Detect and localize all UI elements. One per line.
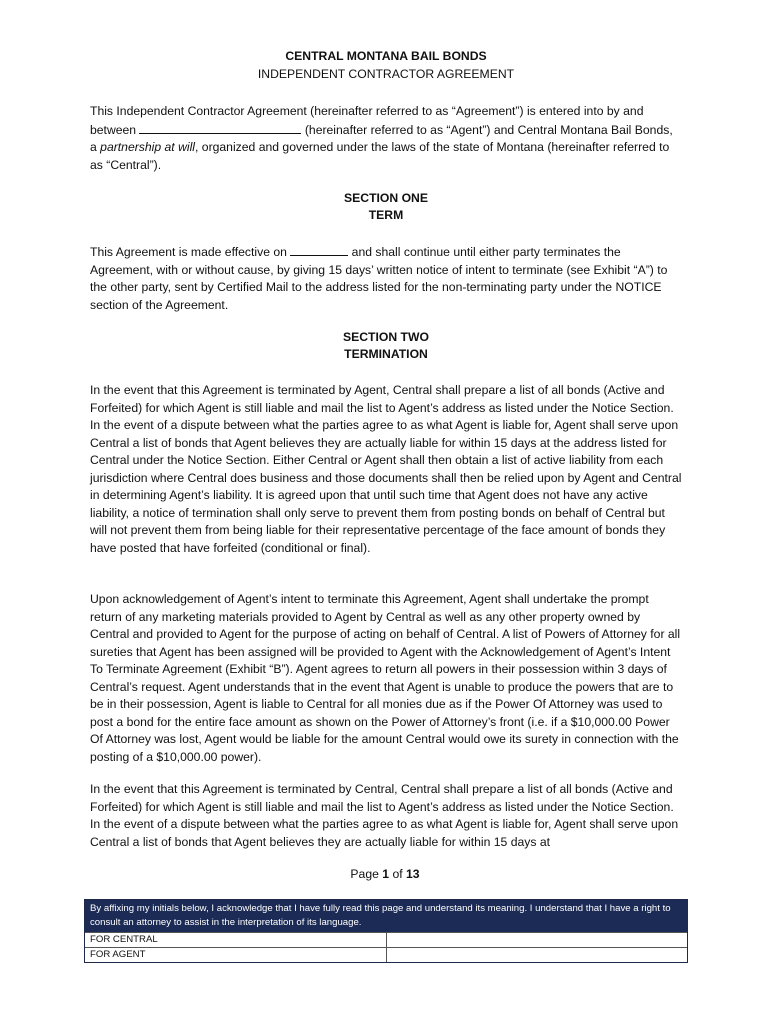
for-central-label: FOR CENTRAL — [85, 933, 387, 947]
section-two-heading: SECTION TWO — [343, 330, 429, 344]
agent-initials-row — [85, 947, 687, 962]
termination-paragraph-1: In the event that this Agreement is terminated by Agent, Central shall prepare a list of all bonds (Active and Forfeited) for which Agent is still liable and mail the list to Agent’s address as listed under the Notice Section. In the event of a dispute between what the parties agree to as what Agent is liable for, Agent shall serve upon Central a list of bonds that Agent believes they are actually liable for within 15 days at the address listed for Central under the Notice Section. Either Central or Agent shall then obtain a list of active liability from each jurisdiction where Central does business and those documents shall then be relied upon by Agent and Central in determining Agent’s liability. It is agreed upon that until such time that Agent does not have any active liability, a notice of termination shall only serve to prevent them from posting bonds on behalf of Central but will not prevent them from being liable for their representative percentage of the face amount of bonds they have posted that have forfeited (conditional or final). — [90, 383, 682, 555]
termination-paragraph-2: Upon acknowledgement of Agent’s intent to terminate this Agreement, Agent shall undertake the prompt return of any marketing materials provided to Agent by Central as well as any other property owned by Central and provided to Agent for the purpose of acting on behalf of Central. A list of Powers of Attorney for all sureties that Agent has been assigned will be provided to Agent with the Acknowledgement of Agent’s Intent To Terminate Agreement (Exhibit “B”). Agent agrees to return all powers in their possession within 3 days of Central’s request. Agent understands that in the event that Agent is unable to produce the powers that are to be in their possession, Agent is liable to Central for all monies due as if the Power Of Attorney was used to post a bond for the entire face amount as shown on the Power of Attorney’s front (i.e. if a $10,000.00 Power Of Attorney was lost, Agent would be liable for the amount Central would owe its surety in connection with the posting of a $10,000.00 power). — [90, 592, 681, 764]
acknowledgement-text: By affixing my initials below, I acknowledge that I have fully read this page and understand its meaning. I understand that I have a right to consult an attorney to assist in the interpretation of its language. — [85, 900, 687, 932]
for-agent-label: FOR AGENT — [85, 948, 387, 962]
company-name: CENTRAL MONTANA BAIL BONDS — [285, 49, 487, 63]
intro-paragraph: This Independent Contractor Agreement (hereinafter referred to as “Agreement”) is entered into by and between (hereinafter referred to as “Agent”) and Central Montana Bail Bonds, a partnership at will, organized and governed under the laws of the state of Montana (hereinafter referred to as “Central”). — [90, 104, 673, 172]
page-number: Page 1 of 13 — [350, 867, 420, 881]
effective-date-blank[interactable] — [290, 243, 348, 256]
central-initials-field[interactable] — [387, 933, 687, 947]
section-two-subheading: TERMINATION — [344, 347, 428, 361]
central-initials-row — [85, 932, 687, 947]
acknowledgement-box — [84, 899, 688, 963]
termination-paragraph-3: In the event that this Agreement is terminated by Central, Central shall prepare a list of all bonds (Active and Forfeited) for which Agent is still liable and mail the list to Agent’s address as listed under the Notice Section. In the event of a dispute between what the parties agree to as what Agent is liable for, Agent shall serve upon Central a list of bonds that Agent believes they are actually liable for within 15 days at — [90, 782, 679, 849]
section-one-heading: SECTION ONE — [344, 191, 428, 205]
document-title: INDEPENDENT CONTRACTOR AGREEMENT — [257, 67, 515, 81]
section-one-paragraph: This Agreement is made effective on and shall continue until either party terminates the Agreement, with or without cause, by giving 15 days’ written notice of intent to terminate (see Exhibit “A”) to the other party, sent by Certified Mail to the address listed for the non-terminating party under the NOTICE section of the Agreement. — [90, 245, 668, 312]
agent-initials-field[interactable] — [387, 948, 687, 962]
agent-name-blank[interactable] — [139, 121, 301, 134]
section-one-subheading: TERM — [368, 208, 404, 222]
